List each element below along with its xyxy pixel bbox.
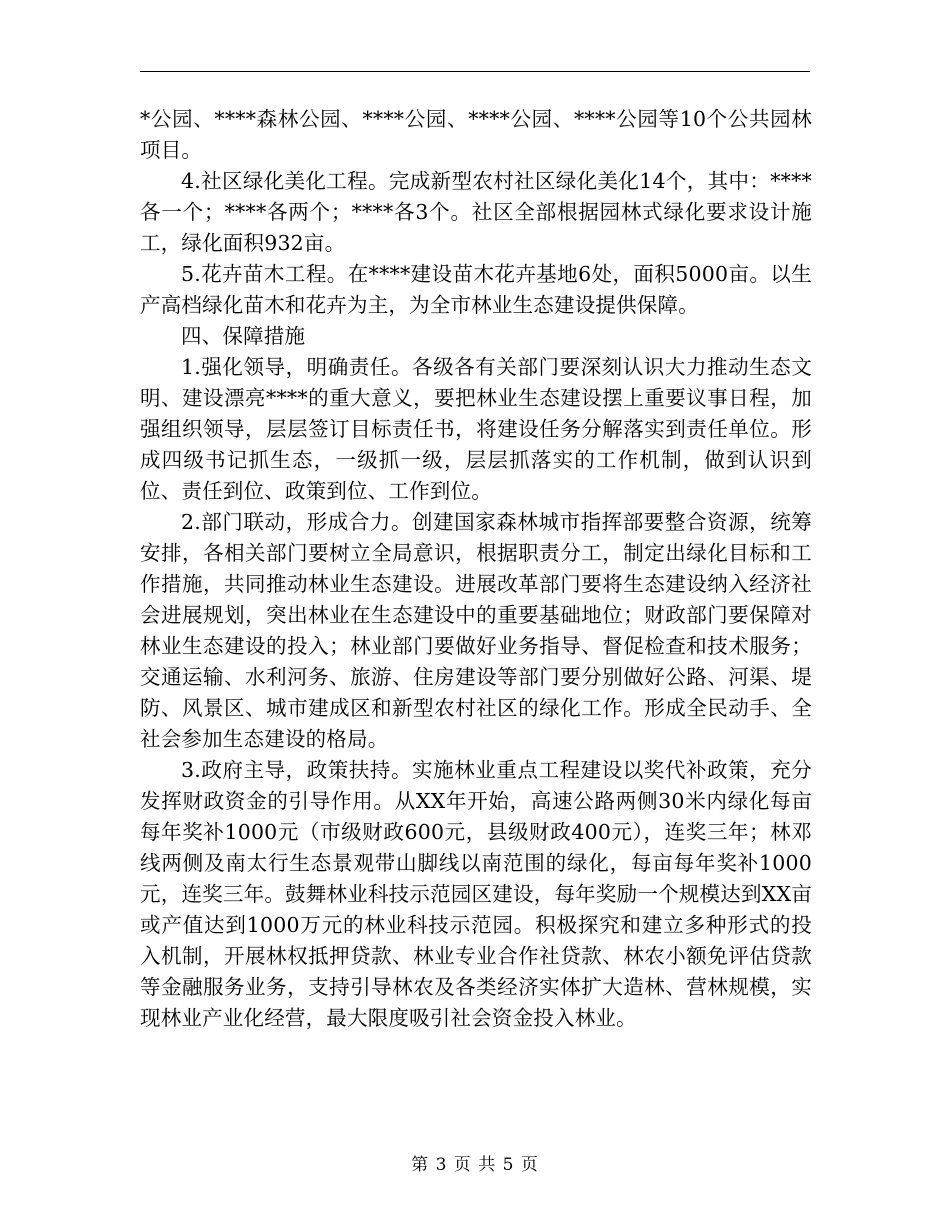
- paragraph-community-greening: 4.社区绿化美化工程。完成新型农村社区绿化美化14个，其中：****各一个；****各两个；****各3个。社区全部根据园林式绿化要求设计施工，绿化面积932亩。: [140, 169, 812, 255]
- section-heading-safeguards: 四、保障措施: [181, 324, 306, 348]
- header-rule: [140, 71, 810, 72]
- paragraph-department-coordination: 2.部门联动，形成合力。创建国家森林城市指挥部要整合资源，统筹安排，各相关部门要树立全局意识，根据职责分工，制定出绿化目标和工作措施，共同推动林业生态建设。进展改革部门要将生态建设纳入经济社会进展规划，突出林业在生态建设中的重要基础地位；财政部门要保障对林业生态建设的投入；林业部门要做好业务指导、督促检查和技术服务；交通运输、水利河务、旅游、住房建设等部门要分别做好公路、河渠、堤防、风景区、城市建成区和新型农村社区的绿化工作。形成全民动手、全社会参加生态建设的格局。: [140, 510, 812, 751]
- page-number-footer: 第 3 页 共 5 页: [411, 1155, 539, 1175]
- paragraph-government-policy: 3.政府主导，政策扶持。实施林业重点工程建设以奖代补政策，充分发挥财政资金的引导作用。从XX年开始，高速公路两侧30米内绿化每亩每年奖补1000元（市级财政600元，县级财政400元），连奖三年；林邓线两侧及南太行生态景观带山脚线以南范围的绿化，每亩每年奖补1000元，连奖三年。鼓舞林业科技示范园区建设，每年奖励一个规模达到XX亩或产值达到1000万元的林业科技示范园。积极探究和建立多种形式的投入机制，开展林权抵押贷款、林业专业合作社贷款、林农小额免评估贷款等金融服务业务，支持引导林农及各类经济实体扩大造林、营林规模，实现林业产业化经营，最大限度吸引社会资金投入林业。: [140, 758, 812, 1030]
- document-body: [140, 104, 812, 1034]
- paragraph-continuation: *公园、****森林公园、****公园、****公园、****公园等10个公共园林项目。: [140, 107, 812, 162]
- paragraph-flower-seedling: 5.花卉苗木工程。在****建设苗木花卉基地6处，面积5000亩。以生产高档绿化苗木和花卉为主，为全市林业生态建设提供保障。: [140, 262, 812, 317]
- paragraph-leadership: 1.强化领导，明确责任。各级各有关部门要深刻认识大力推动生态文明、建设漂亮****的重大意义，要把林业生态建设摆上重要议事日程，加强组织领导，层层签订目标责任书，将建设任务分解落实到责任单位。形成四级书记抓生态，一级抓一级，层层抓落实的工作机制，做到认识到位、责任到位、政策到位、工作到位。: [140, 355, 812, 503]
